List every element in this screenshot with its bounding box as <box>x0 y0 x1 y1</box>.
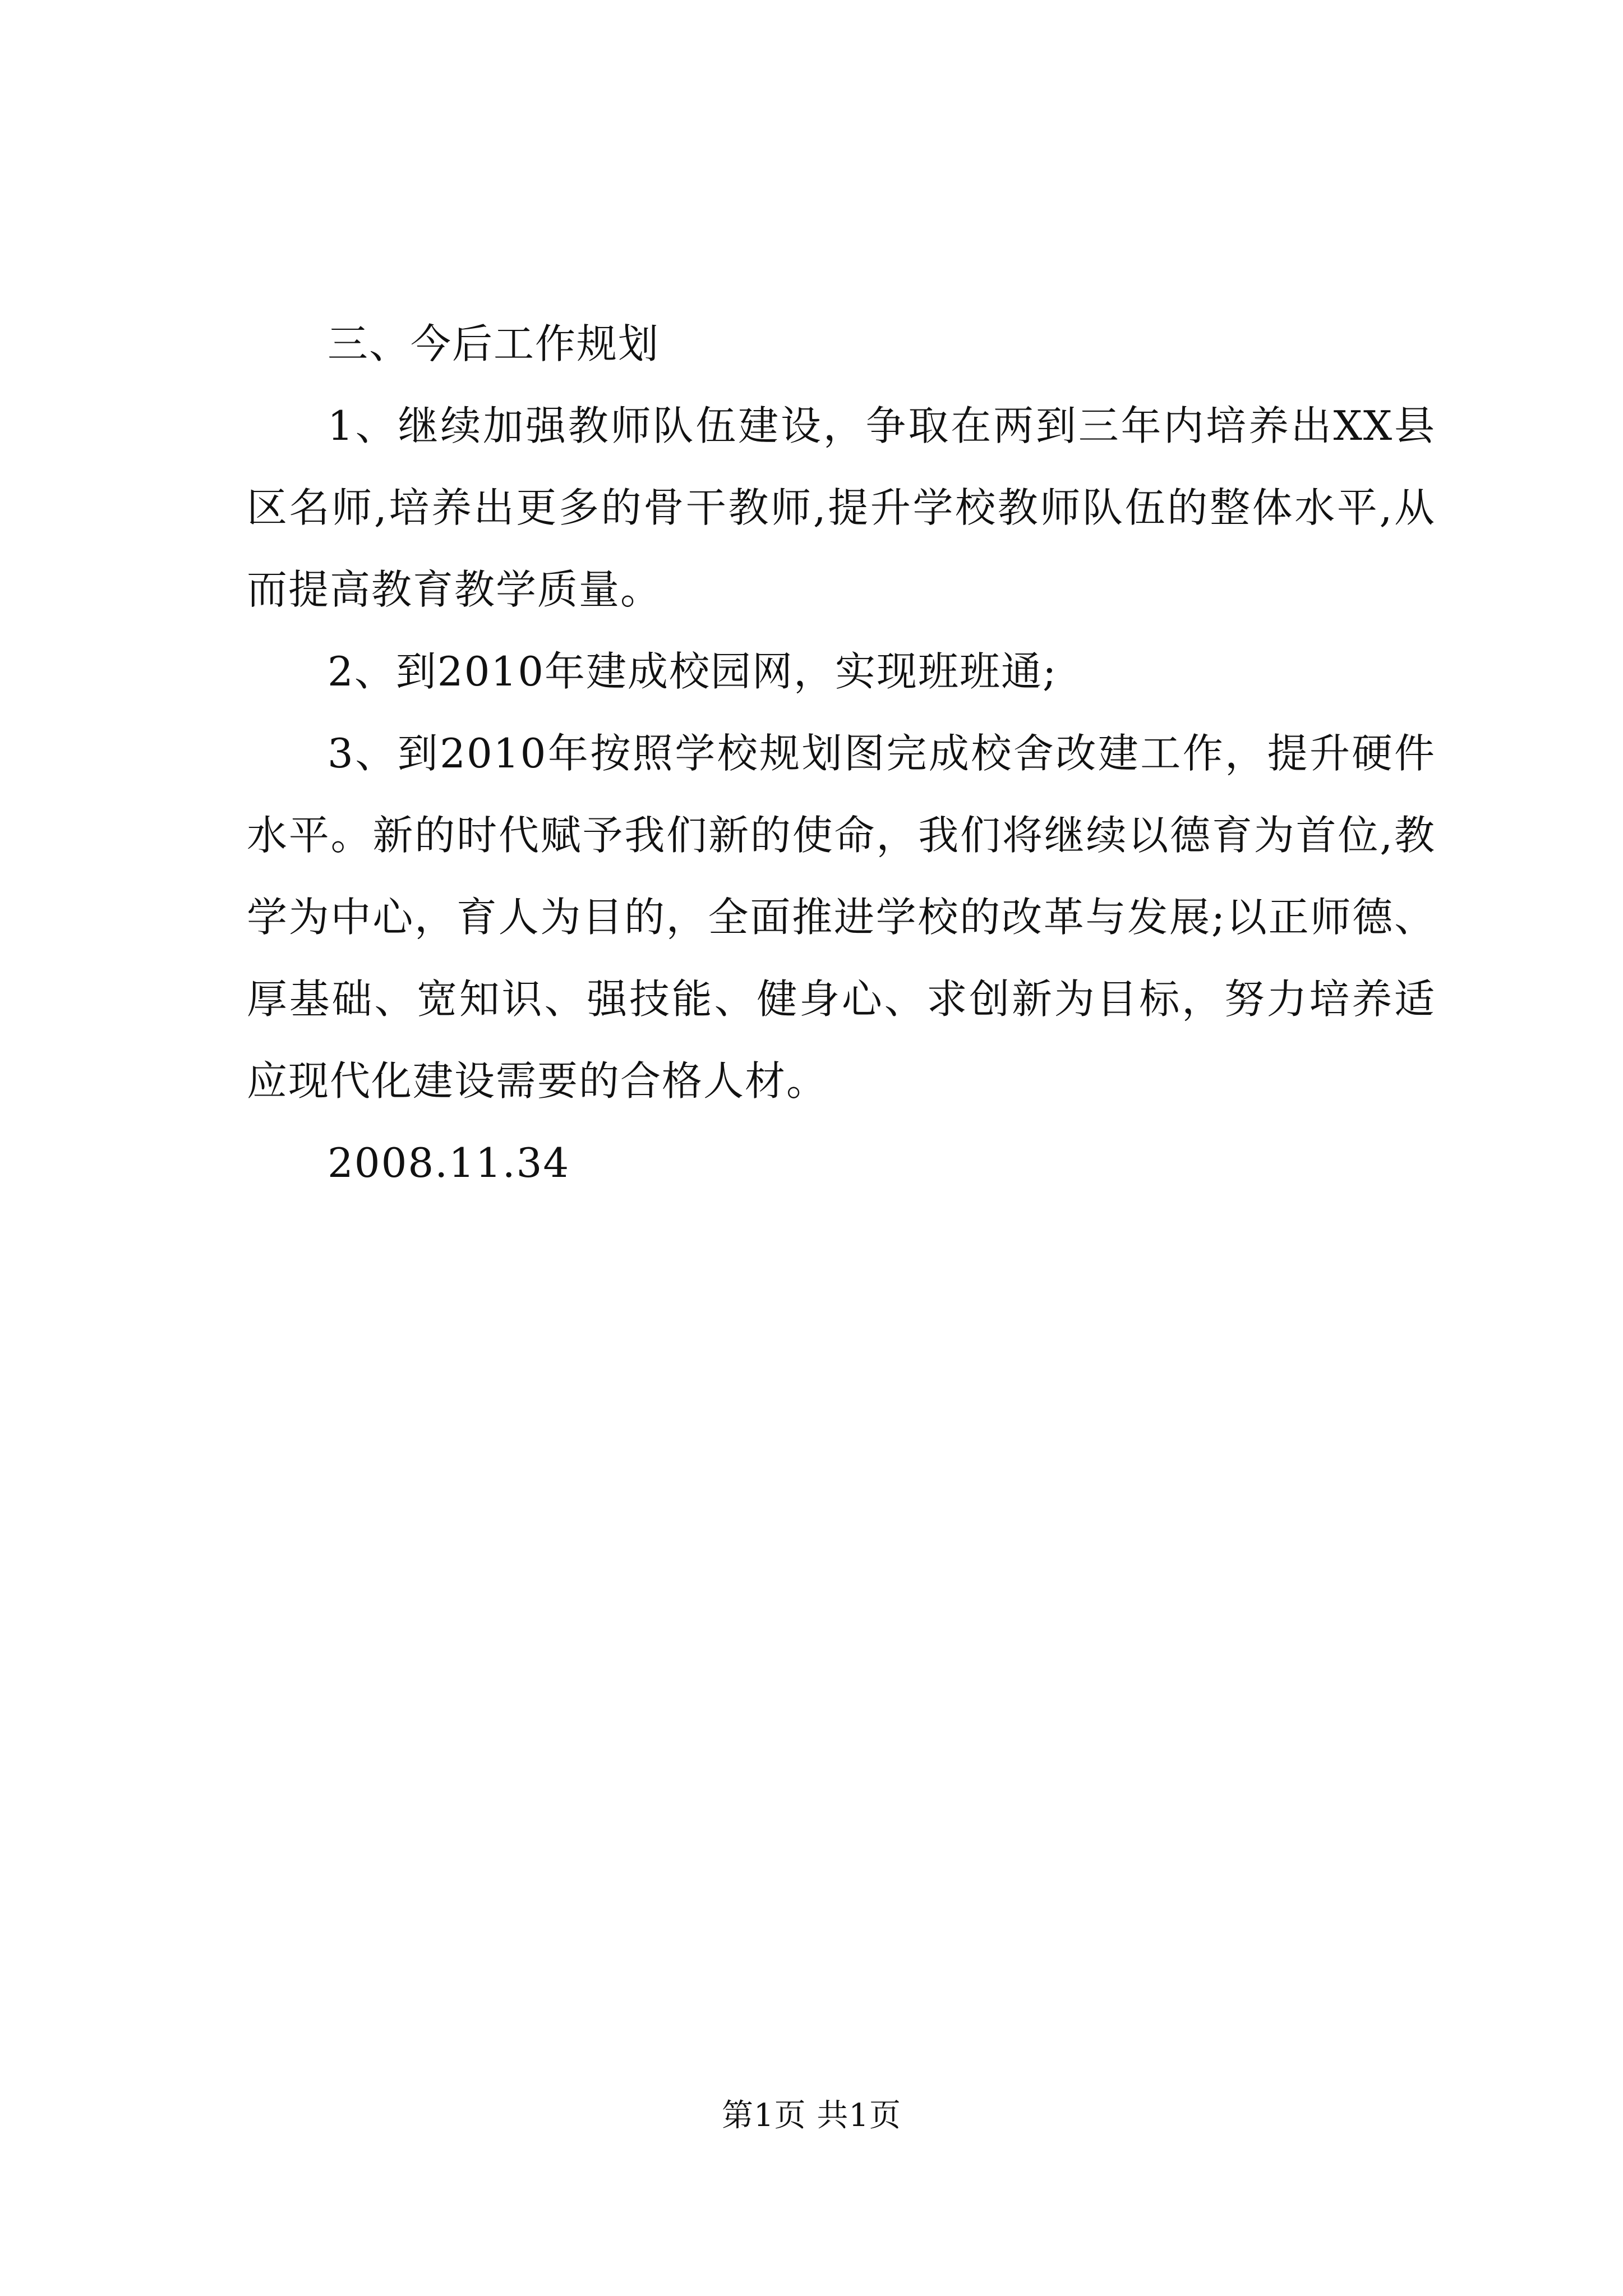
plan-item-2: 2、到2010年建成校园网，实现班班通; <box>328 648 1058 695</box>
document-date: 2008.11.34 <box>328 1139 570 1186</box>
section-heading: 三、今后工作规划 <box>328 320 660 367</box>
page-number: 第1页 共1页 <box>721 2097 902 2134</box>
page-footer <box>0 2093 1623 2138</box>
plan-item-1: 1、继续加强教师队伍建设，争取在两到三年内培养出XX县区名师,培养出更多的骨干教师,提升学校教师队伍的整体水平,从而提高教育教学质量。 <box>247 402 1436 613</box>
plan-item-3: 3、到2010年按照学校规划图完成校舍改建工作，提升硬件水平。新的时代赋予我们新的使命，我们将继续以德育为首位,教学为中心，育人为目的，全面推进学校的改革与发展;以正师德、厚基础、宽知识、强技能、健身心、求创新为目标，努力培养适应现代化建设需要的合格人材。 <box>247 730 1436 1105</box>
document-body <box>247 303 1436 1204</box>
